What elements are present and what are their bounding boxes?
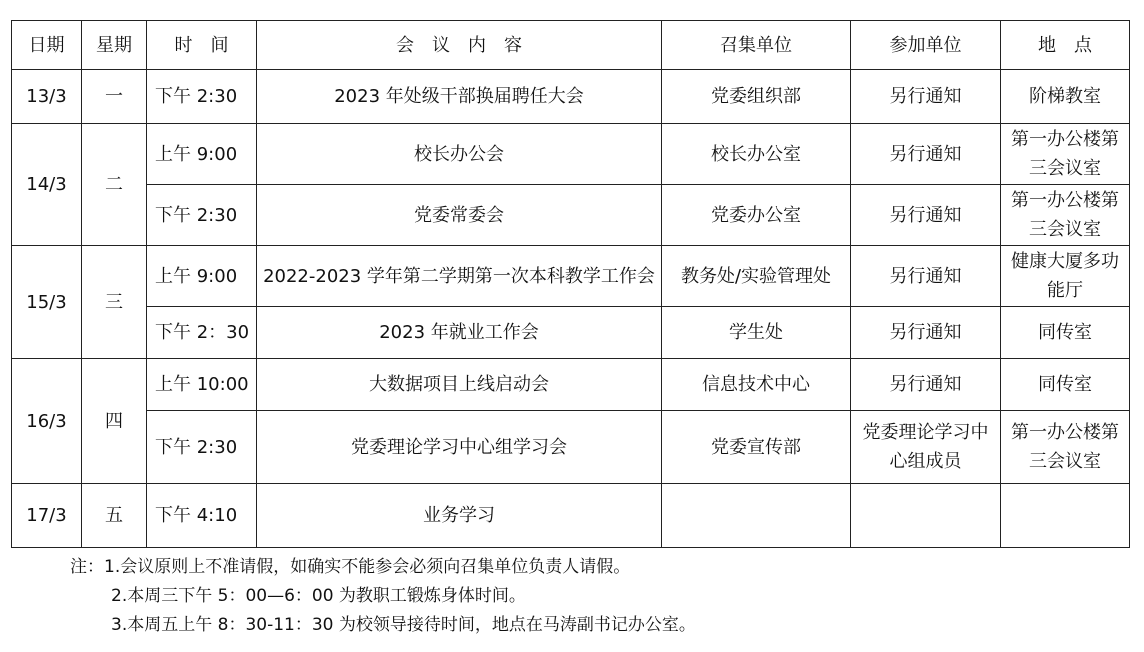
date-cell: 14/3	[12, 124, 82, 246]
header-weekday: 星期	[82, 21, 147, 70]
meeting-schedule-table	[11, 20, 1130, 548]
time-cell: 下午 2：30	[147, 307, 257, 359]
content-text: 2022-2023 学年第二学期第一次本科教学工作会	[263, 265, 655, 287]
convener-text: 教务处/实验管理处	[680, 265, 832, 287]
convener-cell: 校长办公室	[662, 124, 851, 185]
participants-cell	[851, 411, 1001, 484]
participants-cell: 另行通知	[851, 185, 1001, 246]
content-cell: 大数据项目上线启动会	[257, 359, 662, 411]
table-row	[12, 307, 1130, 359]
note-3: 3.本周五上午 8：30-11：30 为校领导接待时间，地点在马涛副书记办公室。	[111, 615, 696, 635]
location-cell	[1001, 246, 1130, 307]
note-1: 注：1.会议原则上不准请假，如确实不能参会必须向召集单位负责人请假。	[70, 557, 631, 577]
time-cell: 下午 2:30	[147, 185, 257, 246]
table-row	[12, 246, 1130, 307]
convener-cell: 党委办公室	[662, 185, 851, 246]
weekday-cell: 四	[82, 359, 147, 484]
convener-cell: 党委宣传部	[662, 411, 851, 484]
convener-cell: 学生处	[662, 307, 851, 359]
location-text: 第一办公楼第三会议室	[1011, 190, 1119, 240]
time-cell: 下午 2:30	[147, 411, 257, 484]
date-cell: 15/3	[12, 246, 82, 359]
location-cell: 同传室	[1001, 307, 1130, 359]
date-cell: 17/3	[12, 484, 82, 548]
location-cell: 同传室	[1001, 359, 1130, 411]
weekday-cell: 三	[82, 246, 147, 359]
table-row	[12, 484, 1130, 548]
participants-cell: 另行通知	[851, 359, 1001, 411]
weekday-cell: 五	[82, 484, 147, 548]
content-cell: 党委常委会	[257, 185, 662, 246]
notes-section	[70, 553, 696, 640]
convener-cell	[662, 246, 851, 307]
convener-cell	[662, 484, 851, 548]
note-2: 2.本周三下午 5：00—6：00 为教职工锻炼身体时间。	[111, 586, 526, 606]
content-cell: 2023 年就业工作会	[257, 307, 662, 359]
time-cell: 下午 2:30	[147, 70, 257, 124]
participants-cell	[851, 484, 1001, 548]
location-text: 健康大厦多功能厅	[1011, 251, 1119, 301]
content-cell: 校长办公会	[257, 124, 662, 185]
header-row	[12, 21, 1130, 70]
participants-text: 党委理论学习中心组成员	[862, 422, 989, 472]
location-cell	[1001, 411, 1130, 484]
header-content: 会 议 内 容	[257, 21, 662, 70]
participants-cell: 另行通知	[851, 124, 1001, 185]
time-cell: 上午 9:00	[147, 246, 257, 307]
table-row	[12, 124, 1130, 185]
participants-cell: 另行通知	[851, 246, 1001, 307]
location-text: 第一办公楼第三会议室	[1011, 422, 1119, 472]
header-participants: 参加单位	[851, 21, 1001, 70]
content-cell: 2023 年处级干部换届聘任大会	[257, 70, 662, 124]
convener-cell: 党委组织部	[662, 70, 851, 124]
header-convener: 召集单位	[662, 21, 851, 70]
weekday-cell: 一	[82, 70, 147, 124]
location-cell	[1001, 185, 1130, 246]
convener-cell: 信息技术中心	[662, 359, 851, 411]
table-row	[12, 359, 1130, 411]
content-cell: 业务学习	[257, 484, 662, 548]
participants-cell: 另行通知	[851, 307, 1001, 359]
time-cell: 上午 10:00	[147, 359, 257, 411]
date-cell: 16/3	[12, 359, 82, 484]
location-cell: 阶梯教室	[1001, 70, 1130, 124]
table-row	[12, 70, 1130, 124]
location-cell	[1001, 484, 1130, 548]
header-date: 日期	[12, 21, 82, 70]
table-row	[12, 185, 1130, 246]
content-cell: 党委理论学习中心组学习会	[257, 411, 662, 484]
content-cell	[257, 246, 662, 307]
table-row	[12, 411, 1130, 484]
time-cell: 上午 9:00	[147, 124, 257, 185]
location-text: 第一办公楼第三会议室	[1011, 129, 1119, 179]
time-cell: 下午 4:10	[147, 484, 257, 548]
header-location: 地 点	[1001, 21, 1130, 70]
date-cell: 13/3	[12, 70, 82, 124]
location-cell	[1001, 124, 1130, 185]
header-time: 时 间	[147, 21, 257, 70]
participants-cell: 另行通知	[851, 70, 1001, 124]
weekday-cell: 二	[82, 124, 147, 246]
